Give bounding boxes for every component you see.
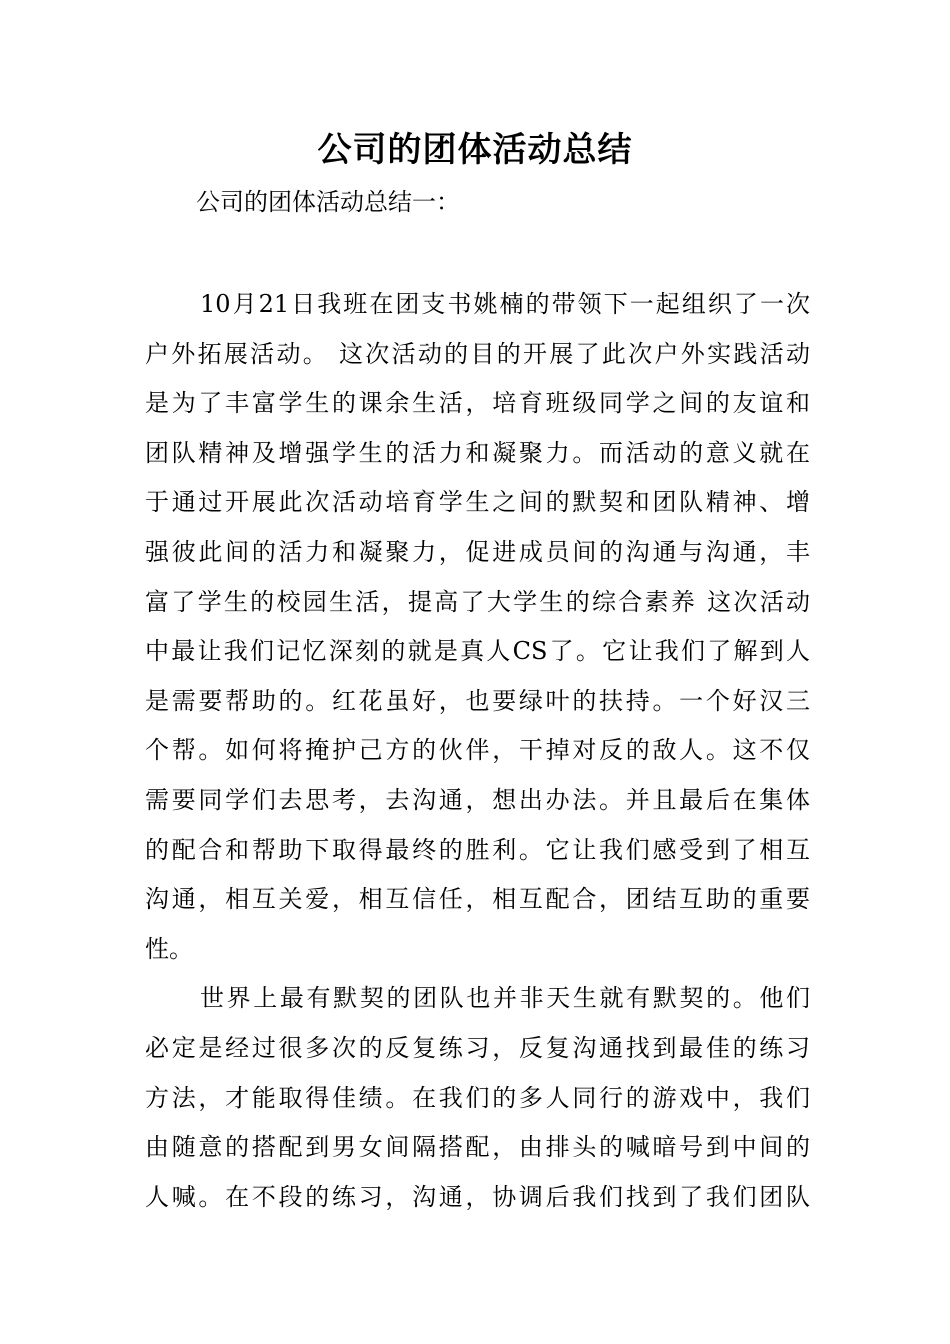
body-line: 于通过开展此次活动培育学生之间的默契和团队精神、增: [145, 488, 810, 517]
body-line: 中最让我们记忆深刻的就是真人CS了。它让我们了解到人: [145, 637, 810, 666]
document-body: [145, 280, 810, 1222]
body-line: 是需要帮助的。红花虽好，也要绿叶的扶持。一个好汉三: [145, 686, 810, 715]
body-line: 10月21日我班在团支书姚楠的带领下一起组织了一次: [200, 290, 810, 318]
body-line: 是为了丰富学生的课余生活，培育班级同学之间的友谊和: [145, 389, 810, 418]
body-line: 需要同学们去思考，去沟通，想出办法。并且最后在集体: [145, 785, 810, 814]
body-line: 个帮。如何将掩护己方的伙伴，干掉对反的敌人。这不仅: [145, 736, 810, 765]
body-line: 方法，才能取得佳绩。在我们的多人同行的游戏中，我们: [145, 1083, 810, 1112]
body-line: 世界上最有默契的团队也并非天生就有默契的。他们: [200, 984, 810, 1013]
body-line: 沟通，相互关爱，相互信任，相互配合，团结互助的重要: [145, 885, 810, 914]
body-line: 富了学生的校园生活，提高了大学生的综合素养 这次活动: [145, 587, 810, 616]
body-line: 人喊。在不段的练习，沟通，协调后我们找到了我们团队: [145, 1182, 810, 1211]
body-line: 团队精神及增强学生的活力和凝聚力。而活动的意义就在: [145, 438, 810, 467]
document-title: 公司的团体活动总结: [317, 130, 633, 170]
body-line: 的配合和帮助下取得最终的胜利。它让我们感受到了相互: [145, 835, 810, 864]
body-line: 户外拓展活动。 这次活动的目的开展了此次户外实践活动: [145, 339, 810, 368]
body-line: 性。: [145, 934, 193, 963]
body-line: 由随意的搭配到男女间隔搭配，由排头的喊暗号到中间的: [145, 1133, 810, 1162]
body-line: 必定是经过很多次的反复练习，反复沟通找到最佳的练习: [145, 1033, 810, 1062]
body-line: 强彼此间的活力和凝聚力，促进成员间的沟通与沟通，丰: [145, 537, 810, 566]
document-subtitle: 公司的团体活动总结一：: [196, 188, 460, 216]
